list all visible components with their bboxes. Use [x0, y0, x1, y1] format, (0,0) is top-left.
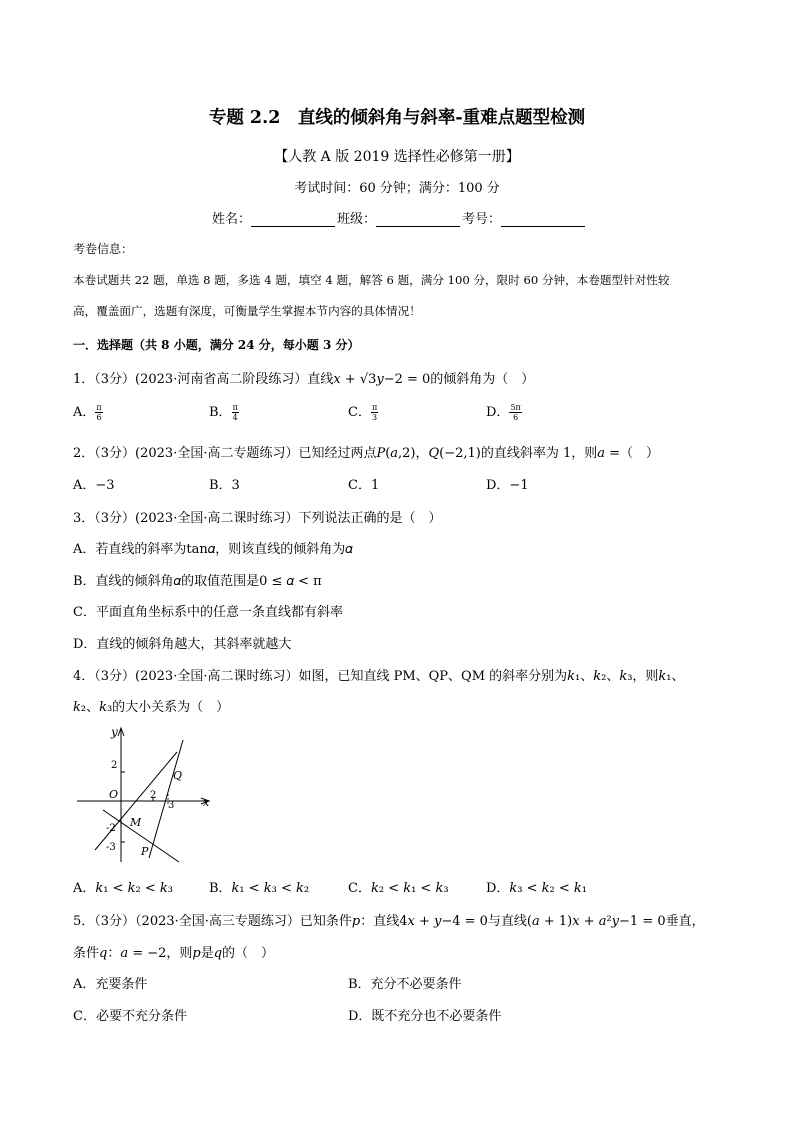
number-label: 考号： — [462, 212, 502, 227]
name-label: 姓名： — [212, 212, 252, 227]
student-info-line — [212, 208, 587, 227]
class-blank[interactable] — [376, 212, 460, 227]
q3-stem: 3．（3分）(2023·全国·高二课时练习）下列说法正确的是（ ） — [73, 511, 442, 526]
section-1-heading: 一．选择题（共 8 小题，满分 24 分，每小题 3 分） — [73, 338, 360, 352]
q1-option-c[interactable]: C． $\frac{\pi}{3}$ — [348, 403, 378, 422]
q3-option-c[interactable]: C．平面直角坐标系中的任意一条直线都有斜率 — [73, 605, 343, 620]
info-line-1: 本卷试题共 22 题，单选 8 题，多选 4 题，填空 4 题，解答 6 题，满分 100 分，限时 60 分钟，本卷题型针对性较 — [73, 273, 670, 287]
q2-option-d[interactable]: D．−1 — [486, 478, 529, 493]
q5-stem-line-2: 条件𝑞：𝑎 = −2，则𝑝是𝑞的（ ） — [73, 946, 275, 961]
edition-subtitle: 【人教 A 版 2019 选择性必修第一册】 — [274, 149, 520, 165]
tick-label-y-2: 2 — [111, 760, 118, 771]
exam-time: 考试时间：60 分钟；满分：100 分 — [294, 181, 500, 196]
q4-coordinate-figure — [73, 722, 223, 867]
point-m-label: M — [130, 816, 142, 829]
q5-stem-line-1: 5．（3分）（2023·全国·高三专题练习）已知条件𝑝：直线4𝑥 + 𝑦−4 = 0与直线(𝑎 + 1)𝑥 + 𝑎²𝑦−1 = 0垂直， — [73, 914, 705, 929]
tick-label-y-minus3: -3 — [106, 842, 116, 853]
q2-option-b[interactable]: B．3 — [209, 478, 240, 493]
q4-option-d[interactable]: D．𝑘₃ < 𝑘₂ < 𝑘₁ — [486, 881, 588, 896]
q2-stem: 2．（3分）(2023·全国·高二专题练习）已知经过两点𝑃(𝑎,2)，𝑄(−2,1)的直线斜率为 1，则𝑎 =（ ） — [73, 446, 660, 461]
x-label: x — [203, 796, 210, 809]
q5-option-c[interactable]: C．必要不充分条件 — [73, 1009, 187, 1024]
number-blank[interactable] — [501, 212, 585, 227]
q1-option-b[interactable]: B． $\frac{\pi}{4}$ — [209, 403, 238, 422]
info-heading: 考卷信息： — [73, 242, 134, 256]
page-title: 专题 2.2 直线的倾斜角与斜率-重难点题型检测 — [208, 108, 586, 128]
q4-option-c[interactable]: C．𝑘₂ < 𝑘₁ < 𝑘₃ — [348, 881, 449, 896]
q1-option-d[interactable]: D． $\frac{5\pi}{6}$ — [486, 403, 521, 422]
q2-option-a[interactable]: A．−3 — [73, 478, 115, 493]
q3-option-d[interactable]: D．直线的倾斜角越大，其斜率就越大 — [73, 637, 292, 652]
q4-option-a[interactable]: A．𝑘₁ < 𝑘₂ < 𝑘₃ — [73, 881, 173, 896]
q2-option-c[interactable]: C．1 — [348, 478, 380, 493]
q1-stem: 1．（3分）(2023·河南省高二阶段练习）直线𝑥 + √3𝑦−2 = 0的倾斜角为（ ） — [73, 372, 535, 387]
tick-label-y-minus2: -2 — [106, 823, 116, 834]
point-p-label: P — [141, 845, 149, 858]
q3-option-b[interactable]: B．直线的倾斜角𝛼的取值范围是0 ≤ 𝛼 < π — [73, 574, 322, 589]
class-label: 班级： — [337, 212, 377, 227]
q1-option-a[interactable]: A． $\frac{\pi}{6}$ — [73, 403, 102, 422]
q5-option-a[interactable]: A．充要条件 — [73, 977, 148, 992]
q4-stem-line-1: 4．（3分）(2023·全国·高二课时练习）如图，已知直线 PM、QP、QM 的斜率分别为𝑘₁、𝑘₂、𝑘₃，则𝑘₁、 — [73, 669, 685, 684]
origin-label: O — [109, 788, 119, 801]
q5-option-d[interactable]: D．既不充分也不必要条件 — [348, 1009, 502, 1024]
point-q-label: Q — [173, 769, 183, 782]
q3-option-a[interactable]: A．若直线的斜率为tan𝛼，则该直线的倾斜角为𝛼 — [73, 542, 353, 557]
q5-option-b[interactable]: B．充分不必要条件 — [348, 977, 462, 992]
q4-option-b[interactable]: B．𝑘₁ < 𝑘₃ < 𝑘₂ — [209, 881, 310, 896]
tick-label-x-2: 2 — [150, 790, 157, 801]
tick-label-x-3: 3 — [168, 800, 175, 811]
info-line-2: 高，覆盖面广，选题有深度，可衡量学生掌握本节内容的具体情况！ — [73, 304, 421, 318]
name-blank[interactable] — [251, 212, 335, 227]
y-label: y — [111, 725, 118, 739]
q4-stem-line-2: 𝑘₂、𝑘₃的大小关系为（ ） — [73, 700, 230, 715]
